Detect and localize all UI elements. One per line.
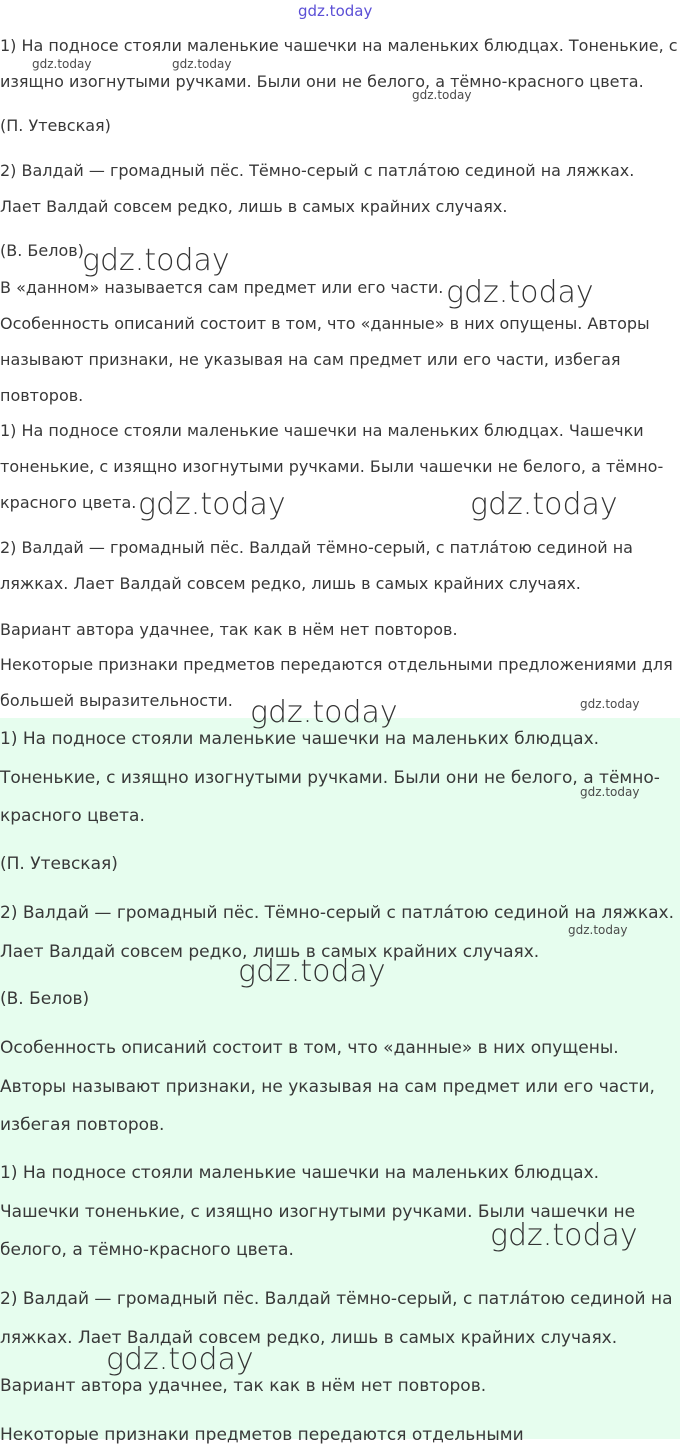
- paragraph-6: Вариант автора удачнее, так как в нём нет повторов.: [0, 1376, 487, 1396]
- watermark-top: gdz.today: [298, 2, 373, 20]
- watermark: gdz.today: [106, 1342, 254, 1377]
- paragraph-8: Некоторые признаки предметов передаются отдельными предложениями для большей выразительности.: [0, 655, 673, 710]
- watermark: gdz.today: [490, 1218, 638, 1253]
- paragraph-1: 1) На подносе стояли маленькие чашечки на маленьких блюдцах. Тоненькие, с изящно изогнутыми ручками. Были они не белого, а тёмно-красного цвета.: [0, 729, 660, 827]
- paragraph-7: Некоторые признаки предметов передаются отдельными: [0, 1425, 524, 1445]
- watermark: gdz.today: [446, 275, 594, 310]
- paragraph-author-1: (П. Утевская): [0, 854, 118, 874]
- watermark: gdz.today: [580, 697, 640, 711]
- answer-section-2: [0, 718, 680, 1445]
- paragraph-3: Особенность описаний состоит в том, что «данные» в них опущены. Авторы называют признаки, не указывая на сам предмет или его части, избегая повторов.: [0, 1038, 655, 1136]
- paragraph-2: 2) Валдай — громадный пёс. Тёмно-серый с патла́тою сединой на ляжках. Лает Валдай совсем редко, лишь в самых крайних случаях.: [0, 903, 675, 962]
- paragraph-1: 1) На подносе стояли маленькие чашечки на маленьких блюдцах. Тоненькие, с изящно изогнутыми ручками. Были они не белого, а тёмно-красного цвета.: [0, 36, 678, 91]
- watermark: gdz.today: [82, 243, 230, 278]
- watermark: gdz.today: [32, 57, 92, 71]
- paragraph-7: Вариант автора удачнее, так как в нём нет повторов.: [0, 620, 458, 639]
- paragraph-2: 2) Валдай — громадный пёс. Тёмно-серый с патла́тою сединой на ляжках. Лает Валдай совсем редко, лишь в самых крайних случаях.: [0, 161, 635, 216]
- watermark: gdz.today: [568, 923, 628, 937]
- paragraph-author-2: (В. Белов): [0, 241, 84, 260]
- watermark: gdz.today: [238, 954, 386, 989]
- paragraph-6: 2) Валдай — громадный пёс. Валдай тёмно-серый, с патла́тою сединой на ляжках. Лает Валдай совсем редко, лишь в самых крайних случаях.: [0, 538, 633, 593]
- paragraph-4: Особенность описаний состоит в том, что «данные» в них опущены. Авторы называют признаки, не указывая на сам предмет или его части, избегая повторов.: [0, 314, 650, 405]
- watermark: gdz.today: [250, 695, 398, 730]
- answer-section-1: [0, 0, 680, 718]
- paragraph-author-1: (П. Утевская): [0, 116, 111, 135]
- watermark: gdz.today: [470, 487, 618, 522]
- watermark: gdz.today: [138, 487, 286, 522]
- paragraph-4: 1) На подносе стояли маленькие чашечки на маленьких блюдцах. Чашечки тоненькие, с изящно изогнутыми ручками. Были чашечки не белого, а тёмно-красного цвета.: [0, 1163, 636, 1261]
- watermark: gdz.today: [412, 88, 472, 102]
- paragraph-5: 2) Валдай — громадный пёс. Валдай тёмно-серый, с патла́тою сединой на ляжках. Лает Валдай совсем редко, лишь в самых крайних случаях.: [0, 1289, 673, 1348]
- paragraph-3: В «данном» называется сам предмет или его части.: [0, 278, 444, 297]
- paragraph-5: 1) На подносе стояли маленькие чашечки на маленьких блюдцах. Чашечки тоненькие, с изящно изогнутыми ручками. Были чашечки не белого, а тёмно-красного цвета.: [0, 421, 664, 512]
- watermark: gdz.today: [580, 785, 640, 799]
- watermark: gdz.today: [172, 57, 232, 71]
- paragraph-author-2: (В. Белов): [0, 989, 90, 1009]
